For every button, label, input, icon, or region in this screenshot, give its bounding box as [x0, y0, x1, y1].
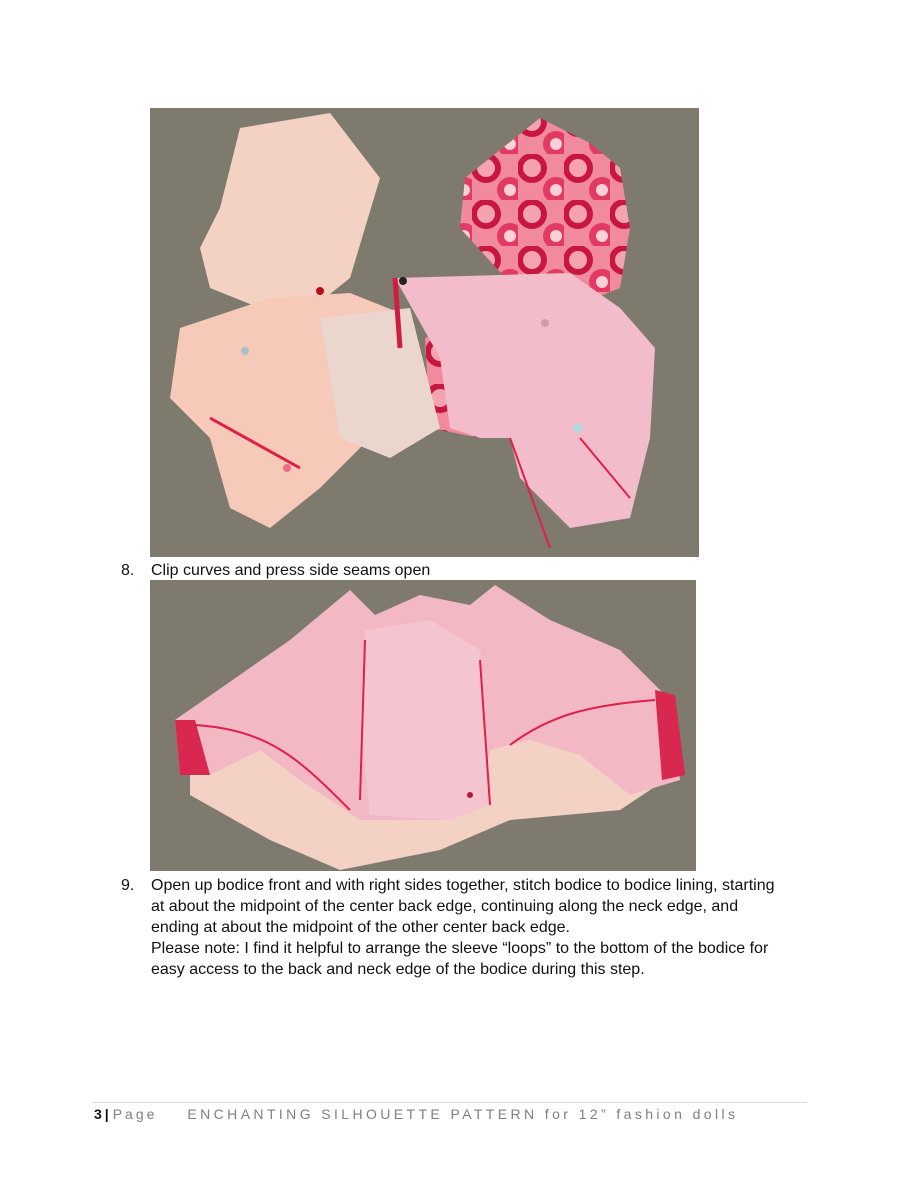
- footer-separator: |: [104, 1106, 109, 1122]
- page-footer: [94, 1106, 738, 1122]
- footer-divider: [92, 1102, 807, 1103]
- step-9: [121, 875, 821, 985]
- step-text-line: Clip curves and press side seams open: [151, 562, 431, 579]
- footer-title: ENCHANTING SILHOUETTE PATTERN for 12” fashion dolls: [187, 1106, 739, 1122]
- page-label: Page: [112, 1106, 158, 1122]
- step-text: [151, 560, 430, 581]
- step-number: 9.: [121, 877, 135, 894]
- step-text-line: easy access to the back and neck edge of the bodice during this step.: [151, 961, 645, 978]
- step-text-line: at about the midpoint of the center back edge, continuing along the neck edge, and: [151, 898, 739, 915]
- step-text-line: ending at about the midpoint of the other center back edge.: [151, 919, 570, 936]
- page-number: 3: [94, 1106, 102, 1122]
- step-number: 8.: [121, 562, 135, 579]
- step-8: [121, 560, 681, 582]
- step-text: [151, 875, 821, 980]
- photo-pinned-bodice: [150, 108, 699, 557]
- step-text-line: Please note: I find it helpful to arrange the sleeve “loops” to the bottom of the bodice for: [151, 940, 769, 957]
- photo-pressed-seams: [150, 580, 696, 871]
- step-text-line: Open up bodice front and with right sides together, stitch bodice to bodice lining, starting: [151, 877, 775, 894]
